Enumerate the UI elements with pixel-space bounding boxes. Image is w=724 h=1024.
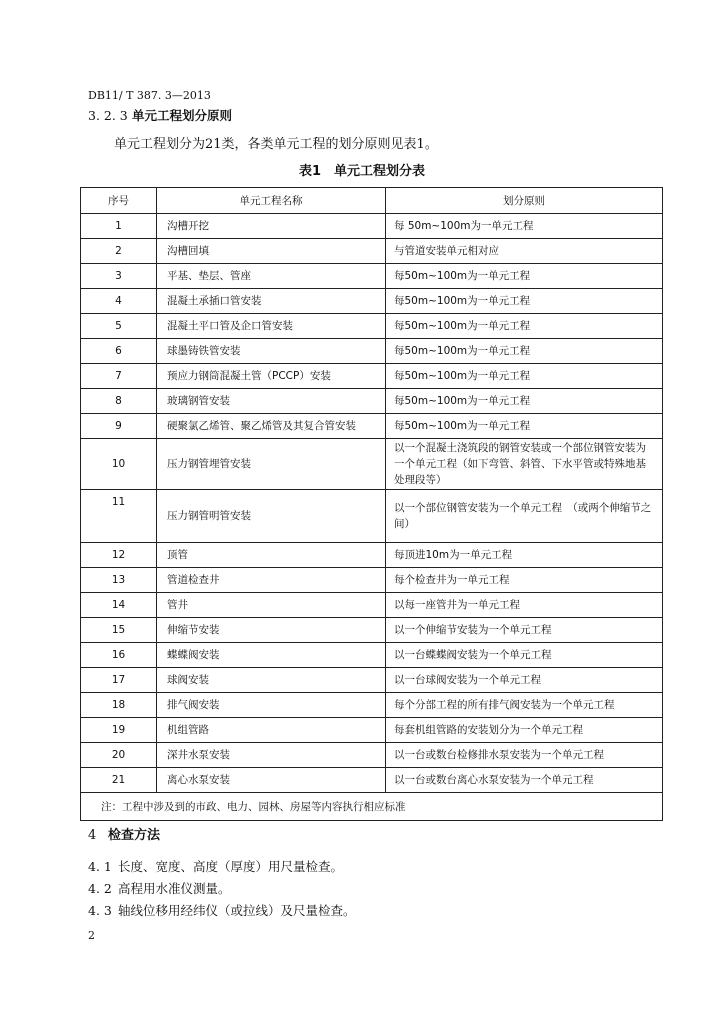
document-id: DB11/ T 387. 3—2013 xyxy=(88,89,211,102)
method-item-text: 长度、宽度、高度（厚度）用尺量检查。 xyxy=(118,859,344,874)
table-title: 表1 单元工程划分表 xyxy=(298,164,426,179)
row-name: 伸缩节安装 xyxy=(157,618,386,643)
table-row xyxy=(81,314,663,339)
row-name: 混凝土承插口管安装 xyxy=(157,289,386,314)
row-rule: 以一台或数台离心水泵安装为一个单元工程 xyxy=(386,768,663,793)
table-row xyxy=(81,593,663,618)
row-no: 8 xyxy=(81,389,157,414)
section4-title: 检查方法 xyxy=(108,828,161,843)
row-rule: 每个分部工程的所有排气阀安装为一个单元工程 xyxy=(386,693,663,718)
method-item xyxy=(88,879,231,897)
row-name: 球墨铸铁管安装 xyxy=(157,339,386,364)
row-rule: 以一个伸缩节安装为一个单元工程 xyxy=(386,618,663,643)
section-title: 单元工程划分原则 xyxy=(132,108,233,123)
row-name: 球阀安装 xyxy=(157,668,386,693)
table-header-row xyxy=(81,188,663,214)
row-no: 2 xyxy=(81,239,157,264)
page-number: 2 xyxy=(88,929,95,942)
row-no: 17 xyxy=(81,668,157,693)
row-name: 沟槽开挖 xyxy=(157,214,386,239)
row-no: 14 xyxy=(81,593,157,618)
method-item-number: 4. 3 xyxy=(88,903,112,918)
table-row xyxy=(81,643,663,668)
method-item xyxy=(88,901,356,919)
row-no: 5 xyxy=(81,314,157,339)
row-name: 平基、垫层、管座 xyxy=(157,264,386,289)
section-heading xyxy=(88,106,232,124)
method-item-number: 4. 1 xyxy=(88,859,112,874)
row-rule: 以一台球阀安装为一个单元工程 xyxy=(386,668,663,693)
table-row xyxy=(81,718,663,743)
row-no: 19 xyxy=(81,718,157,743)
header-rule: 划分原则 xyxy=(386,188,663,214)
row-name: 玻璃钢管安装 xyxy=(157,389,386,414)
row-rule: 以一个部位钢管安装为一个单元工程 （或两个伸缩节之间） xyxy=(386,490,663,543)
method-item-text: 轴线位移用经纬仪（或拉线）及尺量检查。 xyxy=(118,903,356,918)
row-no: 7 xyxy=(81,364,157,389)
table-note: 注：工程中涉及到的市政、电力、园林、房屋等内容执行相应标准 xyxy=(81,793,663,821)
table-note-row xyxy=(81,793,663,821)
row-rule: 每50m~100m为一单元工程 xyxy=(386,314,663,339)
row-rule: 以一台或数台检修排水泵安装为一个单元工程 xyxy=(386,743,663,768)
row-rule: 以一个混凝土浇筑段的钢管安装或一个部位钢管安装为一个单元工程（如下弯管、斜管、下水平管或特殊地基处理段等） xyxy=(386,439,663,490)
row-name: 硬聚氯乙烯管、聚乙烯管及其复合管安装 xyxy=(157,414,386,439)
row-rule: 每50m~100m为一单元工程 xyxy=(386,389,663,414)
table-row xyxy=(81,239,663,264)
row-name: 机组管路 xyxy=(157,718,386,743)
table-row xyxy=(81,364,663,389)
table-row xyxy=(81,490,663,543)
row-name: 深井水泵安装 xyxy=(157,743,386,768)
row-rule: 与管道安装单元相对应 xyxy=(386,239,663,264)
row-name: 压力钢管埋管安装 xyxy=(157,439,386,490)
row-name: 管井 xyxy=(157,593,386,618)
row-no: 9 xyxy=(81,414,157,439)
row-rule: 每50m~100m为一单元工程 xyxy=(386,414,663,439)
row-no: 3 xyxy=(81,264,157,289)
row-rule: 每50m~100m为一单元工程 xyxy=(386,339,663,364)
row-no: 20 xyxy=(81,743,157,768)
table-row xyxy=(81,693,663,718)
row-no: 4 xyxy=(81,289,157,314)
table-row xyxy=(81,339,663,364)
row-name: 沟槽回填 xyxy=(157,239,386,264)
table-row xyxy=(81,768,663,793)
row-no: 11 xyxy=(81,490,157,543)
method-item xyxy=(88,857,343,875)
intro-paragraph: 单元工程划分为21类，各类单元工程的划分原则见表1。 xyxy=(114,137,438,152)
table-row xyxy=(81,414,663,439)
header-no: 序号 xyxy=(81,188,157,214)
row-no: 10 xyxy=(81,439,157,490)
table-row xyxy=(81,568,663,593)
row-rule: 每个检查井为一单元工程 xyxy=(386,568,663,593)
row-rule: 每50m~100m为一单元工程 xyxy=(386,264,663,289)
row-no: 1 xyxy=(81,214,157,239)
header-name: 单元工程名称 xyxy=(157,188,386,214)
row-name: 蝶蝶阀安装 xyxy=(157,643,386,668)
section4-heading xyxy=(88,824,160,843)
row-name: 顶管 xyxy=(157,543,386,568)
row-name: 排气阀安装 xyxy=(157,693,386,718)
row-name: 管道检查井 xyxy=(157,568,386,593)
table-row xyxy=(81,289,663,314)
unit-division-table xyxy=(80,187,663,821)
table-row xyxy=(81,543,663,568)
table-row xyxy=(81,618,663,643)
row-no: 21 xyxy=(81,768,157,793)
row-rule: 每顶进10m为一单元工程 xyxy=(386,543,663,568)
row-no: 13 xyxy=(81,568,157,593)
row-rule: 每套机组管路的安装划分为一个单元工程 xyxy=(386,718,663,743)
row-name: 压力钢管明管安装 xyxy=(157,490,386,543)
method-item-text: 高程用水准仪测量。 xyxy=(118,881,231,896)
row-rule: 每50m~100m为一单元工程 xyxy=(386,289,663,314)
row-rule: 每50m~100m为一单元工程 xyxy=(386,364,663,389)
row-rule: 以每一座管井为一单元工程 xyxy=(386,593,663,618)
table-row xyxy=(81,389,663,414)
table-row xyxy=(81,264,663,289)
row-name: 混凝土平口管及企口管安装 xyxy=(157,314,386,339)
section4-number: 4 xyxy=(88,828,97,843)
row-rule: 每 50m~100m为一单元工程 xyxy=(386,214,663,239)
row-no: 12 xyxy=(81,543,157,568)
table-row xyxy=(81,668,663,693)
row-no: 6 xyxy=(81,339,157,364)
section-number: 3. 2. 3 xyxy=(88,108,128,123)
row-no: 16 xyxy=(81,643,157,668)
row-no: 15 xyxy=(81,618,157,643)
method-item-number: 4. 2 xyxy=(88,881,112,896)
row-rule: 以一台蝶蝶阀安装为一个单元工程 xyxy=(386,643,663,668)
table-row xyxy=(81,743,663,768)
table-row xyxy=(81,439,663,490)
table-row xyxy=(81,214,663,239)
row-name: 预应力钢筒混凝土管（PCCP）安装 xyxy=(157,364,386,389)
row-no: 18 xyxy=(81,693,157,718)
row-name: 离心水泵安装 xyxy=(157,768,386,793)
